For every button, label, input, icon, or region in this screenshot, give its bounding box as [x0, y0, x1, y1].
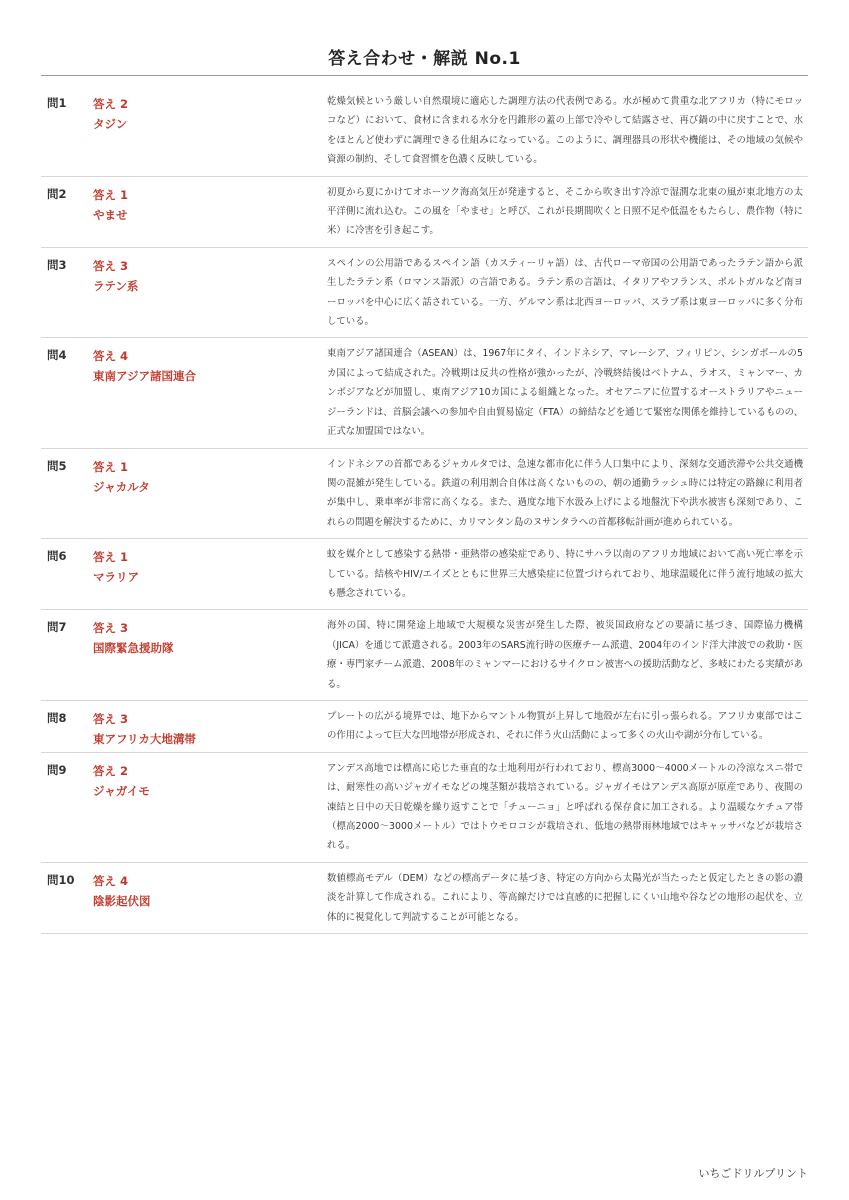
answer-term: 陰影起伏図	[93, 893, 151, 908]
answer-term: 国際緊急援助隊	[93, 641, 174, 656]
answer-row	[41, 248, 808, 339]
answer-explanation: 乾燥気候という厳しい自然環境に適応した調理方法の代表例である。水が極めて貴重な北アフリカ（特にモロッコなど）において、食材に含まれる水分を円錐形の蓋の上部で冷やして結露させ、再び鍋の中に戻すことで、水をほとんど使わずに調理できる仕組みになっている。このように、調理器具の形状や機能は、その地域の気候や資源の制約、そして食習慣を色濃く反映している。	[327, 96, 803, 166]
question-number: 問2	[47, 186, 67, 201]
answer-row	[41, 863, 808, 934]
question-number: 問9	[47, 762, 67, 777]
answer-list	[41, 86, 808, 934]
answer-block	[93, 346, 313, 386]
footer-brand: いちごドリルプリント	[698, 1167, 808, 1180]
question-number: 問4	[47, 348, 67, 363]
answer-block	[93, 256, 313, 296]
answer-block	[93, 185, 313, 225]
answer-term: 東南アジア諸国連合	[93, 369, 197, 384]
answer-explanation: プレートの広がる境界では、地下からマントル物質が上昇して地殻が左右に引っ張られる。アフリカ東部ではこの作用によって巨大な凹地帯が形成され、それに伴う火山活動によって多くの火山や湖が分布している。	[327, 710, 803, 742]
answer-explanation: インドネシアの首都であるジャカルタでは、急速な都市化に伴う人口集中により、深刻な交通渋滞や公共交通機関の混雑が発生している。鉄道の利用割合自体は高くないものの、朝の通勤ラッシュ時には特定の路線に利用者が集中し、乗車率が非常に高くなる。また、過度な地下水汲み上げによる地盤沈下や洪水被害も深刻であり、これらの問題を解決するために、カリマンタン島のヌサンタラへの首都移転計画が進められている。	[327, 458, 803, 528]
answer-row	[41, 610, 808, 701]
answer-choice: 答え 1	[93, 550, 129, 565]
answer-choice: 答え 3	[93, 621, 129, 636]
answer-choice: 答え 3	[93, 258, 129, 273]
answer-term: ラテン系	[93, 278, 139, 293]
answer-choice: 答え 2	[93, 763, 129, 778]
answer-explanation: 初夏から夏にかけてオホーツク海高気圧が発達すると、そこから吹き出す冷涼で湿潤な北東の風が東北地方の太平洋側に流れ込む。この風を「やませ」と呼び、これが長期間吹くと日照不足や低温をもたらし、農作物（特に米）に冷害を引き起こす。	[327, 186, 803, 237]
question-number: 問6	[47, 549, 67, 564]
answer-row	[41, 701, 808, 753]
question-number: 問7	[47, 620, 67, 635]
answer-term: ジャガイモ	[93, 783, 150, 798]
title-divider	[41, 75, 808, 76]
answer-block	[93, 871, 313, 911]
question-number: 問10	[47, 872, 75, 887]
answer-block	[93, 618, 313, 658]
answer-choice: 答え 2	[93, 97, 129, 111]
answer-block	[93, 94, 313, 134]
answer-choice: 答え 1	[93, 187, 129, 202]
answer-term: やませ	[93, 207, 128, 222]
answer-row	[41, 753, 808, 863]
answer-term: 東アフリカ大地溝帯	[93, 731, 196, 746]
answer-choice: 答え 4	[93, 873, 129, 888]
answer-row	[41, 338, 808, 448]
answer-row	[41, 539, 808, 610]
question-number: 問8	[47, 710, 67, 725]
answer-choice: 答え 1	[93, 459, 129, 474]
answer-row	[41, 449, 808, 540]
answer-term: ジャカルタ	[93, 479, 150, 494]
answer-explanation: アンデス高地では標高に応じた垂直的な土地利用が行われており、標高3000〜4000メートルの冷涼なスニ帯では、耐寒性の高いジャガイモなどの塊茎類が栽培されている。ジャガイモはアンデス高原が原産であり、夜間の凍結と日中の天日乾燥を繰り返すことで「チューニョ」と呼ばれる保存食に加工される。より温暖なケチュア帯（標高2000〜3000メートル）ではトウモロコシが栽培され、低地の熱帯雨林地域ではキャッサバなどが栽培される。	[327, 762, 803, 852]
answer-block	[93, 547, 313, 587]
answer-choice: 答え 3	[93, 711, 129, 726]
answer-explanation: 海外の国、特に開発途上地域で大規模な災害が発生した際、被災国政府などの要請に基づき、国際協力機構（JICA）を通じて派遣される。2003年のSARS流行時の医療チーム派遣、2004年のインド洋大津波での救助・医療・専門家チーム派遣、2008年のミャンマーにおけるサイクロン被害への援助活動など、多岐にわたる実績がある。	[327, 620, 803, 690]
question-number: 問3	[47, 257, 67, 272]
answer-block	[93, 457, 313, 497]
answer-explanation: 東南アジア諸国連合（ASEAN）は、1967年にタイ、インドネシア、マレーシア、フィリピン、シンガポールの5カ国によって結成された。冷戦期は反共の性格が強かったが、冷戦終結後はベトナム、ラオス、ミャンマー、カンボジアなどが加盟し、東南アジア10カ国による組織となった。オセアニアに位置するオーストラリアやニュージーランドは、首脳会議への参加や自由貿易協定（FTA）の締結などを通じて緊密な関係を維持しているものの、正式な加盟国ではない。	[327, 348, 803, 438]
answer-block	[93, 761, 313, 801]
answer-block	[93, 709, 313, 749]
answer-explanation: 数値標高モデル（DEM）などの標高データに基づき、特定の方向から太陽光が当たったと仮定したときの影の濃淡を計算して作成される。これにより、等高線だけでは直感的に把握しにくい山地や谷などの地形の起伏を、立体的に視覚化して判読することが可能となる。	[327, 872, 803, 923]
answer-term: マラリア	[93, 570, 139, 585]
page-title: 答え合わせ・解説 No.1	[328, 49, 521, 69]
answer-term: タジン	[93, 117, 128, 131]
answer-row	[41, 86, 808, 177]
answer-choice: 答え 4	[93, 349, 129, 364]
question-number: 問5	[47, 458, 67, 473]
answer-row	[41, 177, 808, 248]
answer-explanation: スペインの公用語であるスペイン語（カスティーリャ語）は、古代ローマ帝国の公用語であったラテン語から派生したラテン系（ロマンス語派）の言語である。ラテン系の言語は、イタリアやフランス、ポルトガルなど南ヨーロッパを中心に広く話されている。一方、ゲルマン系は北西ヨーロッパ、スラブ系は東ヨーロッパに多く分布している。	[327, 257, 803, 328]
answer-explanation: 蚊を媒介として感染する熱帯・亜熱帯の感染症であり、特にサハラ以南のアフリカ地域において高い死亡率を示している。結核やHIV/エイズとともに世界三大感染症に位置づけられており、地球温暖化に伴う流行地域の拡大も懸念されている。	[327, 549, 803, 599]
question-number: 問1	[47, 96, 67, 110]
